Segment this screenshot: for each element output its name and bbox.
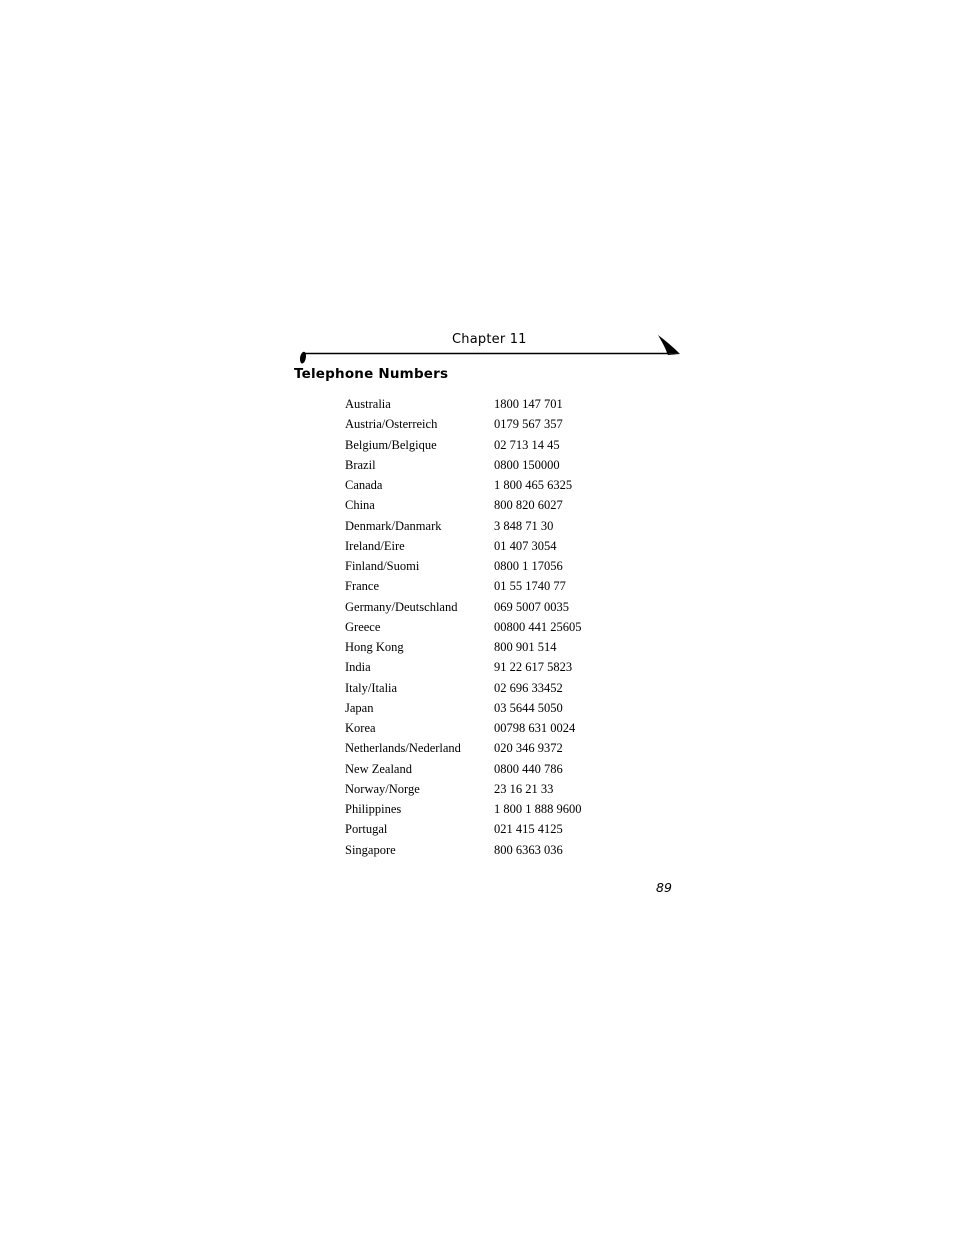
table-row bbox=[345, 759, 645, 779]
table-row bbox=[345, 475, 645, 495]
country-name: New Zealand bbox=[345, 761, 412, 776]
country-name: Germany/Deutschland bbox=[345, 599, 458, 614]
country-name: Canada bbox=[345, 478, 383, 492]
phone-number: 069 5007 0035 bbox=[494, 599, 569, 614]
phone-number: 02 713 14 45 bbox=[494, 437, 560, 452]
table-row bbox=[345, 637, 645, 657]
phone-number: 03 5644 5050 bbox=[494, 700, 563, 715]
table-row bbox=[345, 819, 645, 839]
country-name: Hong Kong bbox=[345, 640, 404, 654]
header-rule-ornament bbox=[296, 334, 680, 364]
country-name: Brazil bbox=[345, 457, 376, 472]
phone-number: 021 415 4125 bbox=[494, 822, 563, 837]
phone-number: 1 800 465 6325 bbox=[494, 478, 573, 492]
table-row bbox=[345, 576, 645, 596]
phone-number: 23 16 21 33 bbox=[494, 781, 554, 796]
country-name: Norway/Norge bbox=[345, 781, 420, 796]
page-number: 89 bbox=[656, 880, 672, 895]
table-row bbox=[345, 718, 645, 738]
phone-number: 1800 147 701 bbox=[494, 397, 563, 411]
table-row bbox=[345, 495, 645, 515]
table-row bbox=[345, 617, 645, 637]
table-row bbox=[345, 738, 645, 758]
phone-number: 1 800 1 888 9600 bbox=[494, 802, 582, 816]
table-row bbox=[345, 597, 645, 617]
country-name: Philippines bbox=[345, 802, 402, 816]
table-row bbox=[345, 536, 645, 556]
phone-number: 0800 150000 bbox=[494, 457, 560, 472]
table-row bbox=[345, 414, 645, 434]
country-name: Korea bbox=[345, 721, 376, 735]
phone-number: 3 848 71 30 bbox=[494, 518, 554, 533]
table-row bbox=[345, 799, 645, 819]
country-name: Ireland/Eire bbox=[345, 538, 405, 553]
phone-number-table bbox=[345, 394, 645, 860]
table-row bbox=[345, 516, 645, 536]
section-title: Telephone Numbers bbox=[294, 366, 449, 382]
phone-number: 0800 1 17056 bbox=[494, 559, 563, 573]
table-row bbox=[345, 657, 645, 677]
country-name: Austria/Osterreich bbox=[345, 417, 438, 432]
table-row bbox=[345, 678, 645, 698]
phone-number: 020 346 9372 bbox=[494, 741, 563, 756]
country-name: Netherlands/Nederland bbox=[345, 741, 461, 756]
table-row bbox=[345, 779, 645, 799]
phone-number: 02 696 33452 bbox=[494, 680, 563, 695]
country-name: Denmark/Danmark bbox=[345, 518, 442, 533]
table-row bbox=[345, 455, 645, 475]
country-name: Singapore bbox=[345, 842, 396, 857]
country-name: Belgium/Belgique bbox=[345, 437, 437, 452]
table-row bbox=[345, 556, 645, 576]
country-name: Italy/Italia bbox=[345, 680, 398, 695]
phone-number: 01 407 3054 bbox=[494, 538, 557, 553]
phone-number: 91 22 617 5823 bbox=[494, 660, 573, 675]
table-row bbox=[345, 698, 645, 718]
phone-number: 800 901 514 bbox=[494, 640, 557, 654]
country-name: Finland/Suomi bbox=[345, 559, 420, 573]
phone-number: 800 820 6027 bbox=[494, 498, 563, 513]
country-name: Portugal bbox=[345, 822, 388, 837]
phone-number: 0800 440 786 bbox=[494, 761, 563, 776]
country-name: India bbox=[345, 660, 371, 675]
table-row bbox=[345, 394, 645, 414]
country-name: Japan bbox=[345, 700, 374, 715]
table-row bbox=[345, 435, 645, 455]
country-name: France bbox=[345, 579, 380, 594]
phone-number: 800 6363 036 bbox=[494, 842, 563, 857]
phone-number: 01 55 1740 77 bbox=[494, 579, 566, 594]
table-row bbox=[345, 840, 645, 860]
phone-number: 00800 441 25605 bbox=[494, 619, 582, 634]
country-name: Australia bbox=[345, 397, 391, 411]
phone-number: 00798 631 0024 bbox=[494, 721, 576, 735]
country-name: Greece bbox=[345, 619, 381, 634]
phone-number: 0179 567 357 bbox=[494, 417, 563, 432]
country-name: China bbox=[345, 498, 375, 513]
chapter-label: Chapter 11 bbox=[452, 332, 527, 347]
